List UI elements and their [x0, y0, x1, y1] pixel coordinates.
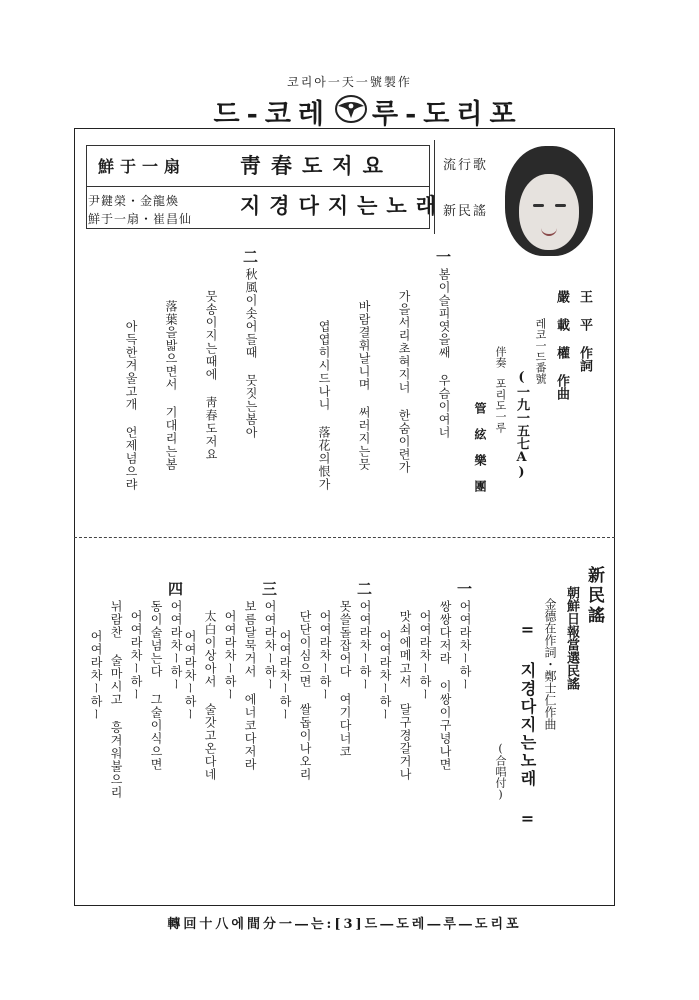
verse-number: 二 [357, 580, 373, 598]
performer-c: 鮮于一扇・崔昌仙 [88, 212, 193, 226]
credit-music: 嚴 載 權 作曲 [554, 290, 569, 400]
eagle-logo-icon [334, 94, 368, 124]
lyric-line: 어여라차ー하ー [169, 600, 183, 691]
lyric-line: 가을서리초혀지너 한숨이련가 [397, 290, 411, 474]
lyric-line: 어여라차ー하ー [183, 630, 197, 721]
record-number: (一九一五七A) [514, 370, 529, 480]
accompaniment-label-2: 포리도一루 [494, 378, 507, 433]
lyric-line: 뉘람찬 술마시고 흥겨워불으리 [109, 600, 123, 799]
footer-note: 轉回十八에間分一―는:[3]드―도레―루―도리포 [167, 917, 522, 932]
lyric-line: 단단이심으면 쌀돕이나오리 [298, 610, 312, 781]
section-credits: 金德在作詞・鄭士仁作曲 [543, 598, 557, 730]
song-subtitle: 지경다지는노래 [240, 193, 446, 218]
lyric-line: 어여라차ー하ー [89, 630, 103, 721]
lyric-line: 어여라차ー하ー [458, 600, 472, 691]
song-title: 靑春도저요 [240, 153, 393, 178]
credit-lyrics: 王 平 作詞 [577, 290, 592, 372]
record-number-label: 레코一드番號 [534, 318, 547, 384]
lyric-line: 봄이슬피엿을쌔 우슴이여너 [437, 268, 451, 439]
lyric-line: 바람결휘날니며 써러지는뭇 [357, 300, 371, 471]
lyric-line: 太白이상아서 술갓고온다네 [203, 610, 217, 781]
lyric-line: 아득한겨울고개 언제넘으랴 [124, 320, 138, 491]
lyric-line: 어여라차ー하ー [318, 610, 332, 701]
lyric-line: 어여라차ー하ー [378, 630, 392, 721]
verse-number: 四 [168, 580, 184, 598]
title-box-divider [86, 186, 430, 187]
genre-label-1: 流行歌 [443, 158, 489, 173]
brand-name-left: 드-코레 [213, 99, 331, 130]
header-subtitle: 코리아一天一號製作 [287, 75, 412, 89]
performer-b: 尹鍵榮・金龍煥 [88, 194, 180, 208]
verse-number: 二 [243, 248, 259, 266]
verse-number: 三 [262, 580, 278, 598]
verse-number: 一 [436, 248, 452, 266]
lyric-line: 보름달묵거서 에너코다저라 [243, 600, 257, 771]
verse-number: 一 [457, 580, 473, 598]
bottom-song-title: = 지경다지는노래 = [518, 620, 537, 830]
lyric-line: 쌍쌍다저라 이쌍이구녕나면 [438, 600, 452, 771]
lyric-line: 엽엽히시드나니 落花의恨가 [317, 320, 331, 491]
lyric-line: 못쓸돌잡어다 여기다너코 [338, 600, 352, 758]
lyric-line: 어여라차ー하ー [278, 630, 292, 721]
lyric-line: 뭇송이지는때에 靑春도저요 [204, 290, 218, 461]
lyric-line: 어여라차ー하ー [129, 610, 143, 701]
lyric-line: 어여라차ー하ー [263, 600, 277, 691]
lyric-line: 落葉을밟으면서 기대리는봄 [164, 300, 178, 471]
singer-portrait [505, 146, 593, 256]
lyric-line: 동이술넘는다 그술이식으면 [149, 600, 163, 771]
lyric-line: 어여라차ー하ー [418, 610, 432, 701]
section-subheading: 朝鮮日報當選民謠 [564, 586, 579, 690]
brand-name-right: 루-도리포 [372, 99, 523, 130]
lyric-line: 어여라차ー하ー [358, 600, 372, 691]
lyric-line: 어여라차ー하ー [223, 610, 237, 701]
section-heading: 新民謠 [584, 566, 604, 626]
orchestra-name: 管 絃 樂 團 [473, 402, 487, 492]
lyric-line: 맛쇠에메고서 달구경갈거나 [398, 610, 412, 781]
section-divider [74, 537, 615, 538]
genre-label-2: 新民謠 [443, 204, 489, 219]
accompaniment-label: 伴奏 [494, 346, 507, 368]
chorus-note: (合唱付) [494, 742, 507, 801]
lyric-line: 秋風이솟어들때 뭇짓는봄아 [244, 268, 258, 439]
performer-main: 鮮于一扇 [98, 157, 187, 176]
